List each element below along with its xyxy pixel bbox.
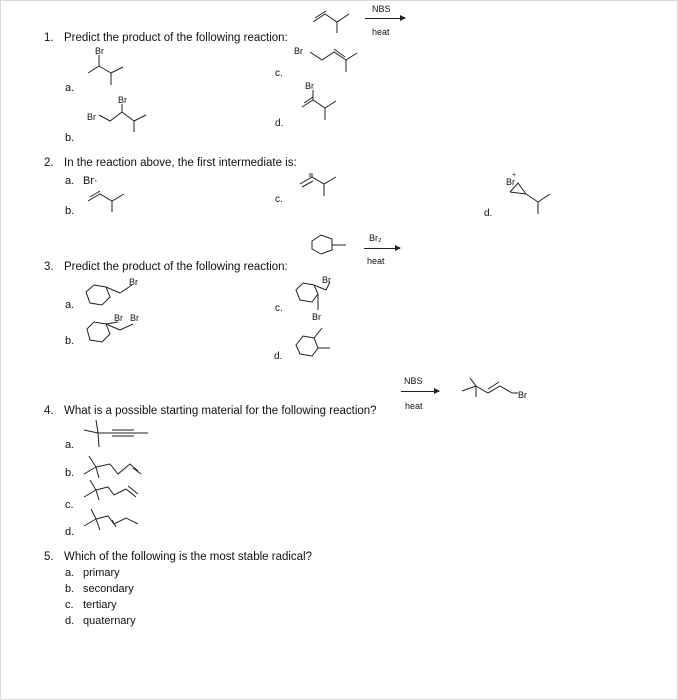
q1-option-b-letter[interactable]: b. bbox=[65, 132, 75, 144]
q4-option-c-letter[interactable]: c. bbox=[65, 499, 74, 511]
q3-text: Predict the product of the following reaction: bbox=[64, 261, 288, 273]
q2-option-d-letter[interactable]: d. bbox=[484, 208, 493, 219]
q5-option-a-letter[interactable]: a. bbox=[65, 567, 75, 579]
q5-option-c-letter[interactable]: c. bbox=[65, 599, 74, 611]
q3-a-br-label: Br bbox=[129, 277, 138, 287]
reaction4-reagent-top: NBS bbox=[404, 376, 423, 386]
reaction1-reagent-bottom: heat bbox=[372, 27, 390, 37]
q3-option-d-letter[interactable]: d. bbox=[274, 351, 283, 362]
q4-option-b-letter[interactable]: b. bbox=[65, 467, 75, 479]
q1-text: Predict the product of the following reaction: bbox=[64, 32, 288, 44]
q5-option-b-letter[interactable]: b. bbox=[65, 583, 75, 595]
q3-option-c-letter[interactable]: c. bbox=[275, 303, 283, 314]
q1-number: 1. bbox=[44, 32, 54, 44]
q1-b-br-label-2: Br bbox=[87, 112, 96, 122]
q3-b-br-label-1: Br bbox=[114, 313, 123, 323]
q2-number: 2. bbox=[44, 157, 54, 169]
q5-number: 5. bbox=[44, 551, 54, 563]
q4-option-a-letter[interactable]: a. bbox=[65, 439, 75, 451]
q5-option-d-letter[interactable]: d. bbox=[65, 615, 75, 627]
reaction3-reagent-top: Br₂ bbox=[369, 233, 382, 243]
q1-d-br-label: Br bbox=[305, 81, 314, 91]
q2-option-c-letter[interactable]: c. bbox=[275, 194, 283, 205]
q5-option-d-text: quaternary bbox=[83, 615, 136, 627]
reaction3-reagent-bottom: heat bbox=[367, 256, 385, 266]
q2-d-br-label: Br bbox=[506, 177, 515, 187]
q2-d-charge: + bbox=[512, 172, 517, 179]
q4-option-d-letter[interactable]: d. bbox=[65, 526, 75, 538]
q2-text: In the reaction above, the first intermediate is: bbox=[64, 157, 297, 169]
q1-a-br-label: Br bbox=[95, 46, 104, 56]
q1-option-c-letter[interactable]: c. bbox=[275, 68, 283, 79]
q1-option-d-letter[interactable]: d. bbox=[275, 118, 284, 129]
reaction4-br-label: Br bbox=[518, 390, 527, 400]
q3-b-br-label-2: Br bbox=[130, 313, 139, 323]
q1-b-br-label-1: Br bbox=[118, 95, 127, 105]
q2-option-b-letter[interactable]: b. bbox=[65, 205, 75, 217]
q1-c-br-label: Br bbox=[294, 46, 303, 56]
q5-option-a-text: primary bbox=[83, 567, 120, 579]
q3-c-br-label-1: Br bbox=[322, 275, 331, 285]
q4-number: 4. bbox=[44, 405, 54, 417]
reaction1-reagent-top: NBS bbox=[372, 4, 391, 14]
q5-option-b-text: secondary bbox=[83, 583, 134, 595]
q1-option-a-letter[interactable]: a. bbox=[65, 82, 75, 94]
q3-option-b-letter[interactable]: b. bbox=[65, 335, 75, 347]
q2-option-a-letter[interactable]: a. bbox=[65, 175, 75, 187]
q2-option-a-text: Br· bbox=[83, 175, 98, 187]
q5-option-c-text: tertiary bbox=[83, 599, 117, 611]
q3-number: 3. bbox=[44, 261, 54, 273]
q5-text: Which of the following is the most stable radical? bbox=[64, 551, 313, 563]
reaction4-reagent-bottom: heat bbox=[405, 401, 423, 411]
q4-text: What is a possible starting material for the following reaction? bbox=[64, 405, 377, 417]
q3-option-a-letter[interactable]: a. bbox=[65, 299, 75, 311]
q3-c-br-label-2: Br bbox=[312, 312, 321, 322]
